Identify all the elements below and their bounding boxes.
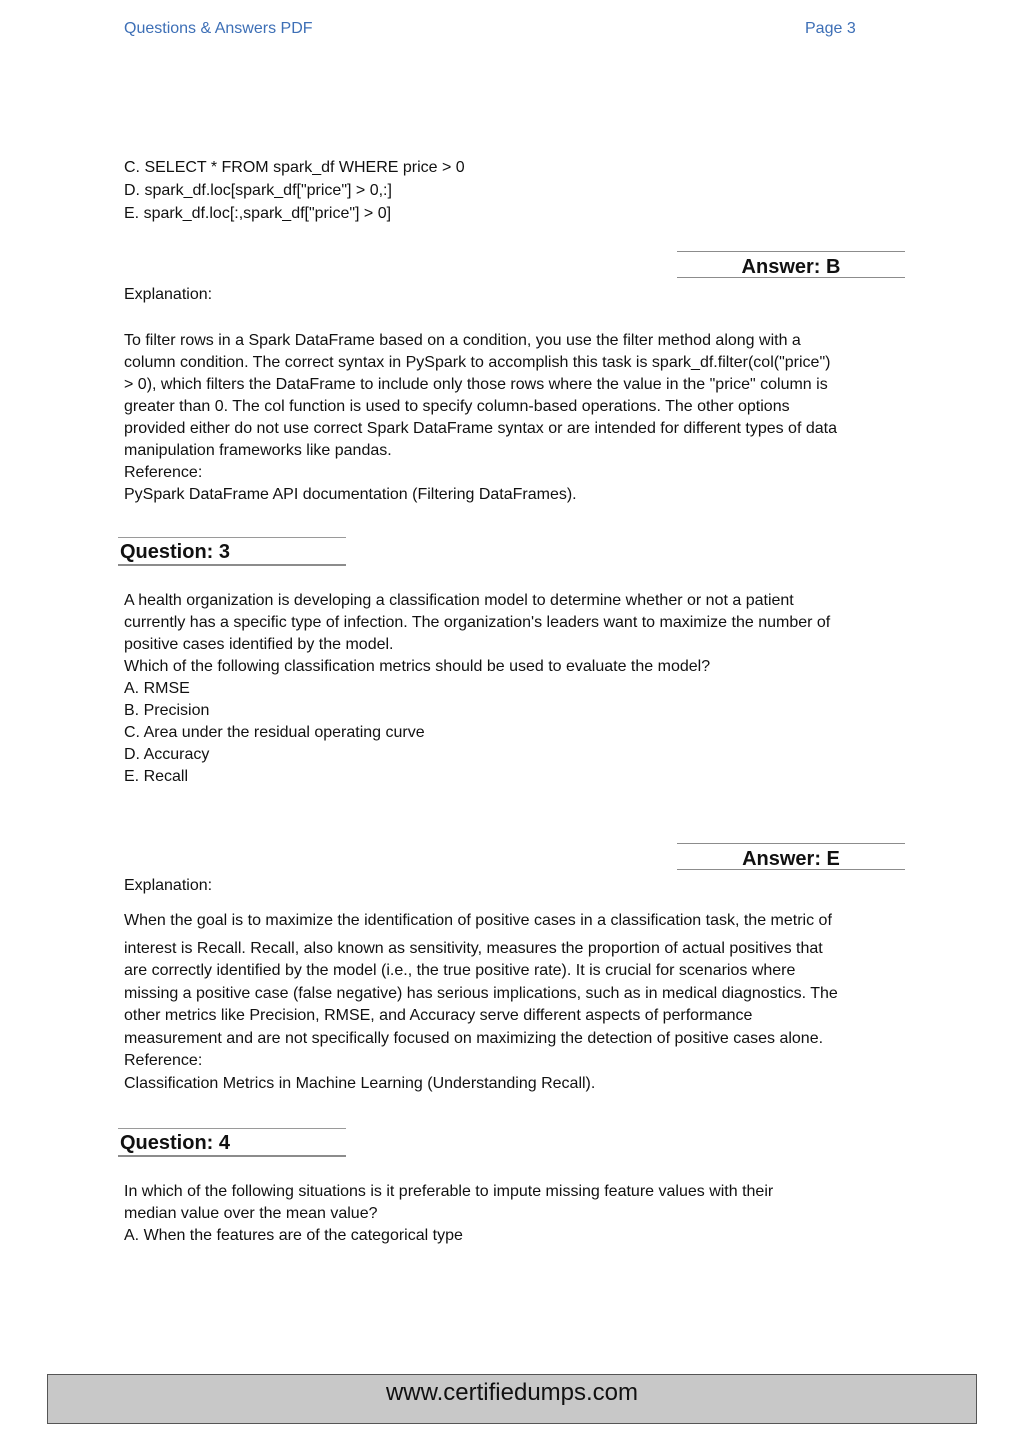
explanation-line: manipulation frameworks like pandas. — [124, 442, 392, 459]
explanation-line: > 0), which filters the DataFrame to include only those rows where the value in the "price" column is — [124, 376, 828, 393]
option-c: C. Area under the residual operating curve — [124, 724, 425, 741]
explanation-line: When the goal is to maximize the identification of positive cases in a classification task, the metric of — [124, 912, 832, 929]
reference-label: Reference: — [124, 464, 203, 481]
option-a: A. When the features are of the categorical type — [124, 1227, 463, 1244]
answer-box-q2: Answer: B — [677, 251, 905, 278]
answer-box-q3: Answer: E — [677, 843, 905, 870]
question-text: median value over the mean value? — [124, 1205, 378, 1222]
question-text: positive cases identified by the model. — [124, 636, 394, 653]
explanation-line: provided either do not use correct Spark DataFrame syntax or are intended for different types of data — [124, 420, 837, 437]
page-number: Page 3 — [805, 20, 856, 37]
option-a: A. RMSE — [124, 680, 190, 697]
explanation-line: are correctly identified by the model (i.e., the true positive rate). It is crucial for scenarios where — [124, 962, 796, 979]
explanation-line: greater than 0. The col function is used to specify column-based operations. The other options — [124, 398, 790, 415]
question-4-title: Question: 4 — [118, 1128, 346, 1157]
question-text: currently has a specific type of infection. The organization's leaders want to maximize the number of — [124, 614, 831, 631]
option-e: E. Recall — [124, 768, 189, 785]
reference-label: Reference: — [124, 1052, 203, 1069]
explanation-line: other metrics like Precision, RMSE, and Accuracy serve different aspects of performance — [124, 1007, 753, 1024]
explanation-line: interest is Recall. Recall, also known as sensitivity, measures the proportion of actual positives that — [124, 940, 823, 957]
explanation-line: missing a positive case (false negative) has serious implications, such as in medical diagnostics. The — [124, 985, 838, 1002]
explanation-line: column condition. The correct syntax in PySpark to accomplish this task is spark_df.filter(col("price") — [124, 354, 831, 371]
footer-url: www.certifiedumps.com — [47, 1374, 977, 1424]
option-e: E. spark_df.loc[:,spark_df["price"] > 0] — [124, 205, 392, 222]
option-d: D. Accuracy — [124, 746, 210, 763]
question-text: Which of the following classification metrics should be used to evaluate the model? — [124, 658, 711, 675]
reference-text: Classification Metrics in Machine Learning (Understanding Recall). — [124, 1075, 596, 1092]
question-text: A health organization is developing a classification model to determine whether or not a patient — [124, 592, 794, 609]
option-c: C. SELECT * FROM spark_df WHERE price > 0 — [124, 159, 465, 176]
option-d: D. spark_df.loc[spark_df["price"] > 0,:] — [124, 182, 392, 199]
explanation-line: measurement and are not specifically focused on maximizing the detection of positive cases alone. — [124, 1030, 824, 1047]
explanation-label: Explanation: — [124, 286, 213, 303]
question-text: In which of the following situations is it preferable to impute missing feature values with their — [124, 1183, 774, 1200]
explanation-label: Explanation: — [124, 877, 213, 894]
reference-text: PySpark DataFrame API documentation (Filtering DataFrames). — [124, 486, 577, 503]
question-3-title: Question: 3 — [118, 537, 346, 566]
header-title: Questions & Answers PDF — [124, 20, 313, 37]
explanation-line: To filter rows in a Spark DataFrame based on a condition, you use the filter method along with a — [124, 332, 801, 349]
option-b: B. Precision — [124, 702, 210, 719]
